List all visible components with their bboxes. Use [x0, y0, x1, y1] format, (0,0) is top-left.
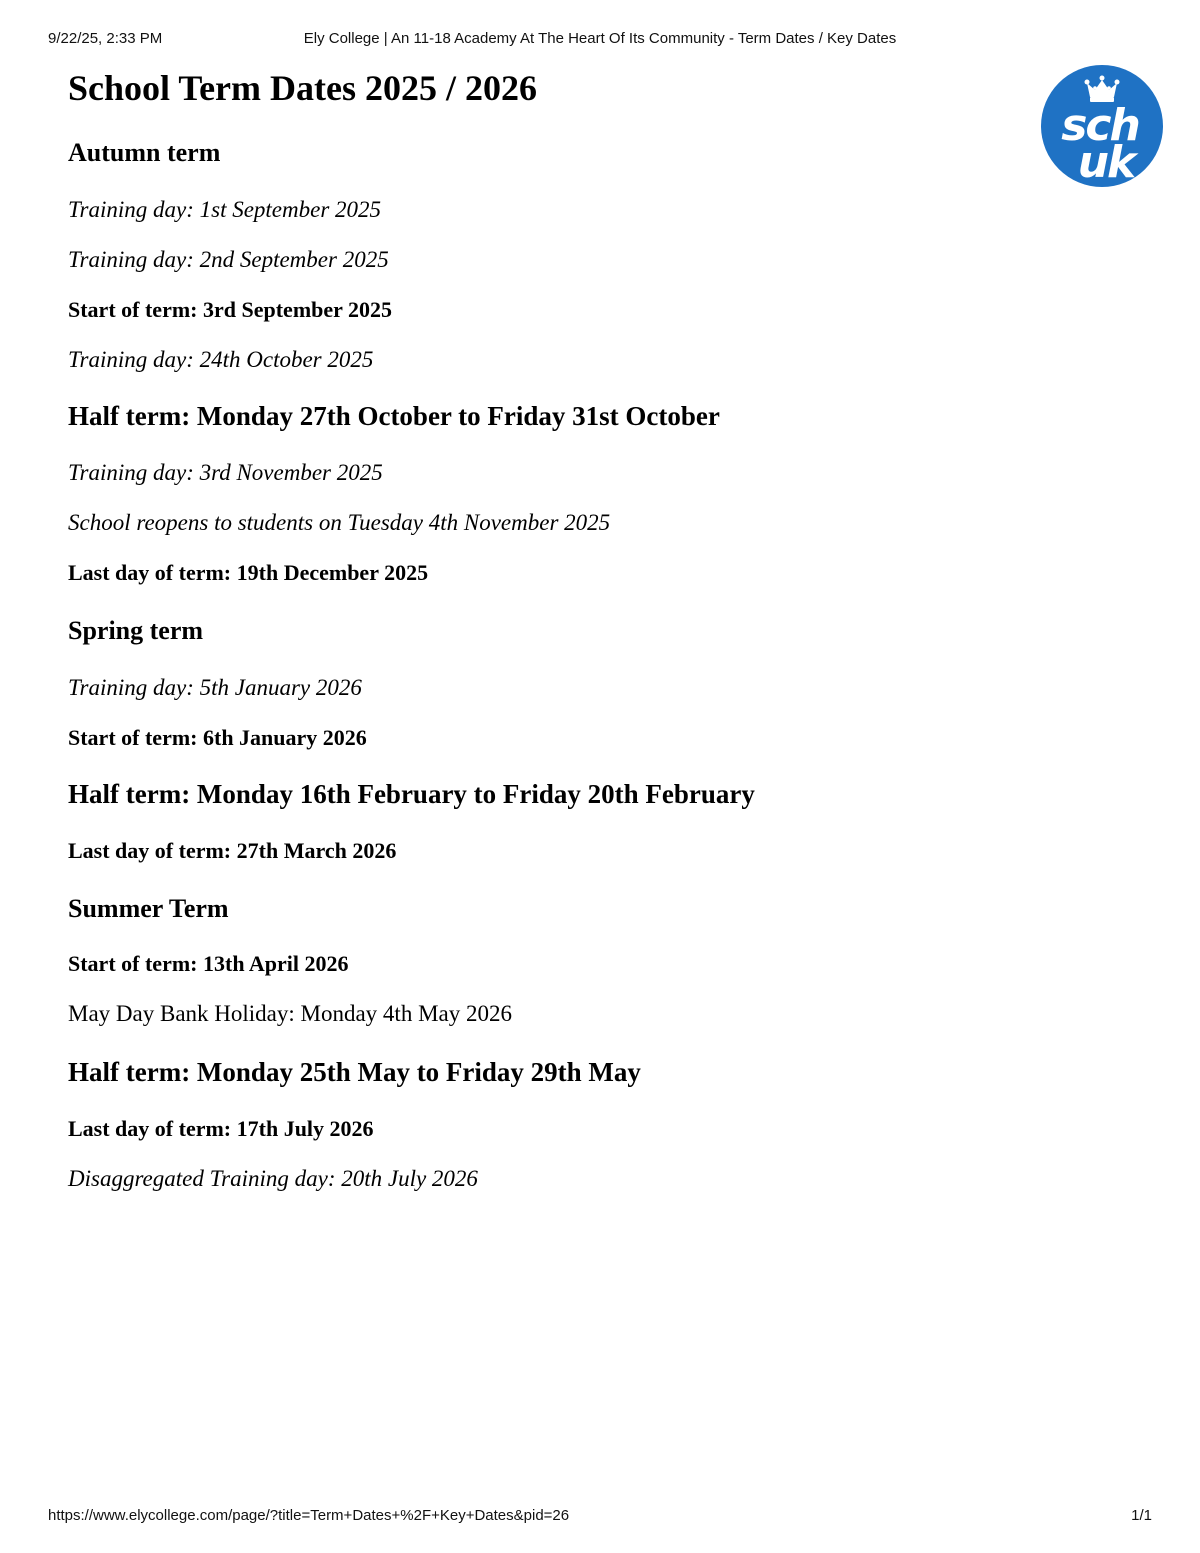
page-title: School Term Dates 2025 / 2026	[68, 68, 538, 108]
print-page-number: 1/1	[1131, 1507, 1152, 1524]
autumn-training-day-3: Training day: 24th October 2025	[68, 347, 374, 372]
print-url: https://www.elycollege.com/page/?title=Term+Dates+%2F+Key+Dates&pid=26	[48, 1507, 570, 1524]
logo-text-line1: sch	[1061, 100, 1139, 151]
autumn-school-reopens: School reopens to students on Tuesday 4th November 2025	[68, 510, 611, 535]
logo-text-line2: uk	[1077, 137, 1135, 188]
autumn-training-day-2: Training day: 2nd September 2025	[68, 247, 389, 272]
print-page-title: Ely College | An 11-18 Academy At The Heart Of Its Community - Term Dates / Key Dates	[303, 30, 897, 47]
spring-last-day: Last day of term: 27th March 2026	[68, 838, 397, 863]
spring-training-day-1: Training day: 5th January 2026	[68, 675, 362, 700]
summer-half-term: Half term: Monday 25th May to Friday 29th May	[68, 1057, 641, 1087]
autumn-training-day-1: Training day: 1st September 2025	[68, 197, 382, 222]
print-datetime: 9/22/25, 2:33 PM	[48, 30, 163, 47]
print-header	[48, 30, 1152, 50]
spring-start-of-term: Start of term: 6th January 2026	[68, 725, 367, 750]
summer-term-heading: Summer Term	[68, 894, 229, 923]
autumn-last-day: Last day of term: 19th December 2025	[68, 560, 429, 585]
spring-half-term: Half term: Monday 16th February to Friday 20th February	[68, 779, 755, 809]
print-footer	[48, 1507, 1152, 1527]
summer-bank-holiday: May Day Bank Holiday: Monday 4th May 2026	[68, 1001, 512, 1026]
spring-term-heading: Spring term	[68, 616, 204, 645]
autumn-term-heading: Autumn term	[68, 138, 221, 167]
summer-last-day: Last day of term: 17th July 2026	[68, 1116, 374, 1141]
sch-uk-logo	[1040, 64, 1164, 188]
autumn-training-day-4: Training day: 3rd November 2025	[68, 460, 383, 485]
summer-start-of-term: Start of term: 13th April 2026	[68, 951, 349, 976]
summer-training-day: Disaggregated Training day: 20th July 2026	[68, 1166, 478, 1191]
autumn-start-of-term: Start of term: 3rd September 2025	[68, 297, 393, 322]
autumn-half-term: Half term: Monday 27th October to Friday 31st October	[68, 401, 720, 431]
